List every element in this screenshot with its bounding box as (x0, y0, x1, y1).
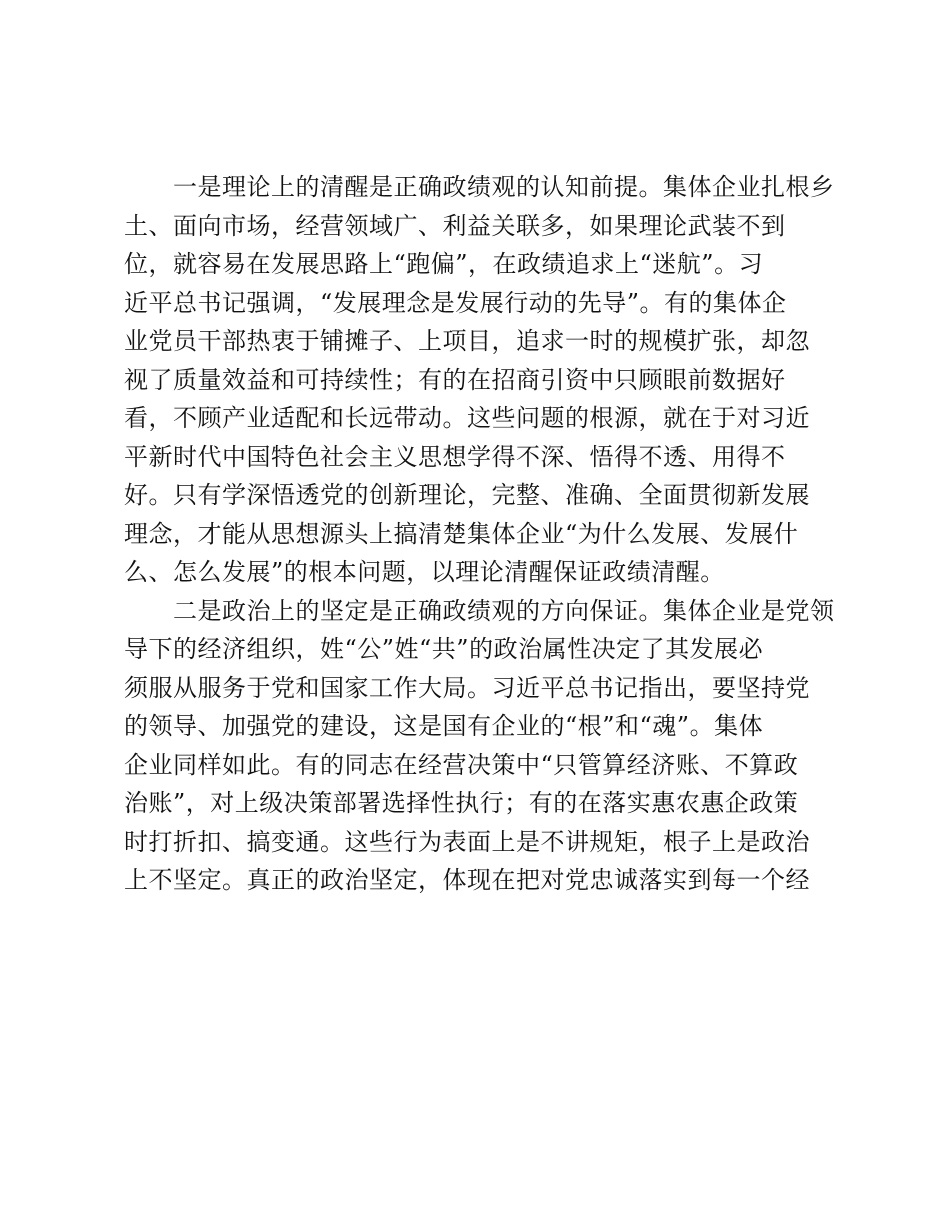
text-line: 须服从服务于党和国家工作大局。习近平总书记指出，要坚持党 (124, 673, 810, 702)
text-line: 么、怎么发展”的根本问题，以理论清醒保证政绩清醒。 (124, 558, 725, 586)
text-line: 视了质量效益和可持续性；有的在招商引资中只顾眼前数据好 (124, 365, 786, 394)
text-line: 一是理论上的清醒是正确政绩观的认知前提。集体企业扎根乡 (124, 173, 834, 201)
text-line: 平新时代中国特色社会主义思想学得不深、悟得不透、用得不 (124, 442, 786, 471)
text-line: 近平总书记强调，“发展理念是发展行动的先导”。有的集体企 (124, 288, 787, 317)
text-line: 土、面向市场，经营领域广、利益关联多，如果理论武装不到 (124, 211, 786, 240)
text-line: 理念，才能从思想源头上搞清楚集体企业“为什么发展、发展什 (124, 519, 799, 548)
paragraph-1 (124, 168, 834, 592)
text-line: 时打折扣、搞变通。这些行为表面上是不讲规矩，根子上是政治 (124, 827, 810, 856)
text-line: 上不坚定。真正的政治坚定，体现在把对党忠诚落实到每一个经 (124, 866, 810, 894)
document-body (124, 168, 834, 900)
text-line: 看，不顾产业适配和长远带动。这些问题的根源，就在于对习近 (124, 404, 810, 432)
text-line: 的领导、加强党的建设，这是国有企业的“根”和“魂”。集体 (124, 712, 764, 740)
text-line: 好。只有学深悟透党的创新理论，完整、准确、全面贯彻新发展 (124, 481, 810, 509)
text-line: 导下的经济组织，姓“公”姓“共”的政治属性决定了其发展必 (124, 635, 764, 663)
text-line: 位，就容易在发展思路上“跑偏”，在政绩追求上“迷航”。习 (124, 250, 764, 278)
text-line: 二是政治上的坚定是正确政绩观的方向保证。集体企业是党领 (124, 596, 834, 625)
text-line: 业党员干部热衷于铺摊子、上项目，追求一时的规模扩张，却忽 (124, 327, 810, 355)
text-line: 企业同样如此。有的同志在经营决策中“只管算经济账、不算政 (124, 750, 799, 779)
paragraph-2 (124, 592, 834, 900)
text-line: 治账”，对上级决策部署选择性执行；有的在落实惠农惠企政策 (124, 789, 799, 817)
